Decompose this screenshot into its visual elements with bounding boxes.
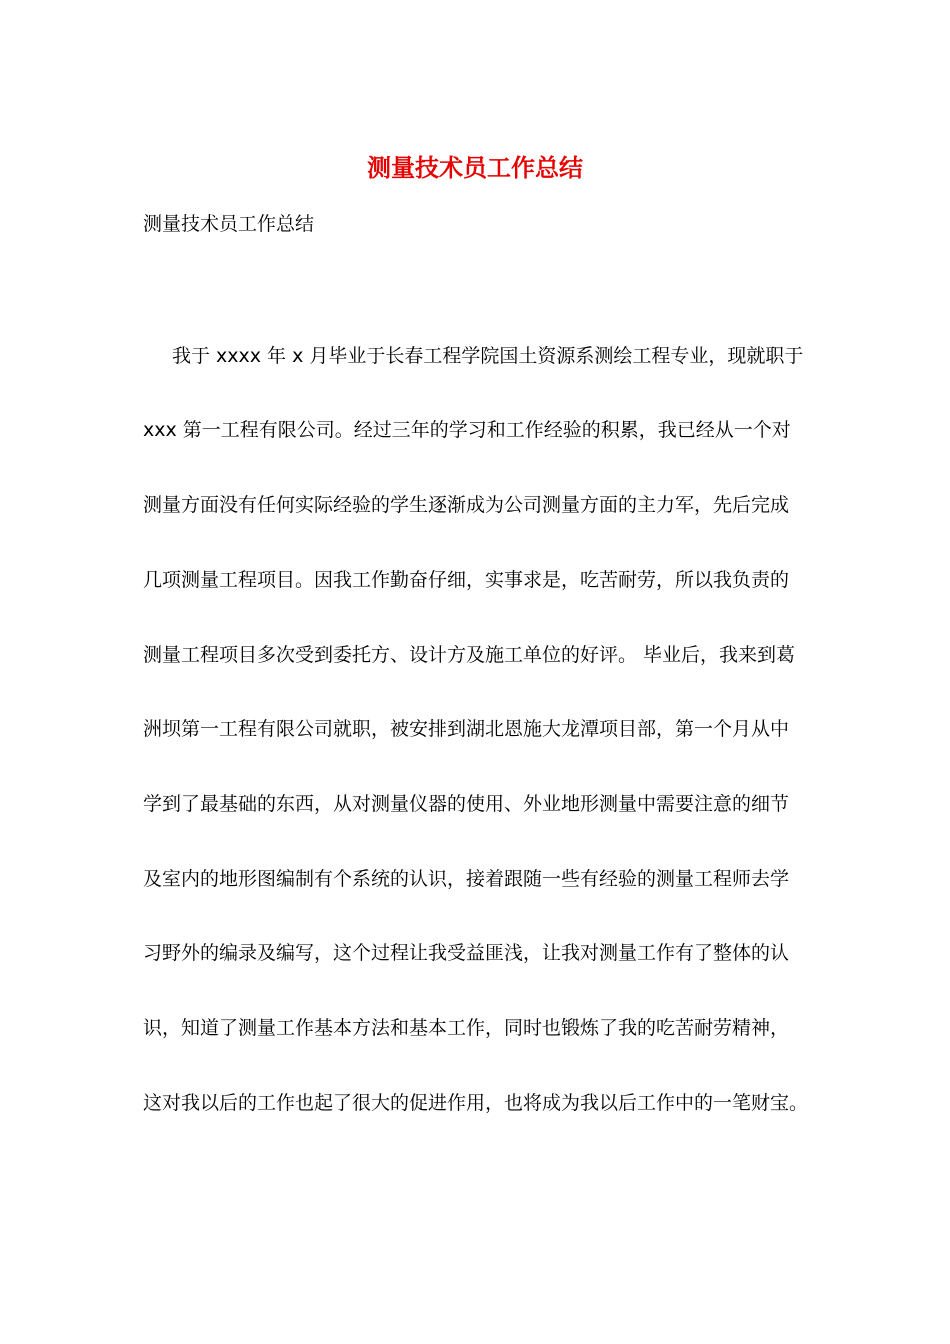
paragraph-line: 测量工程项目多次受到委托方、设计方及施工单位的好评。 毕业后，我来到葛 — [143, 644, 796, 666]
paragraph-line: 这对我以后的工作也起了很大的促进作用，也将成为我以后工作中的一笔财宝。 — [143, 1092, 809, 1114]
paragraph-line: 习野外的编录及编写，这个过程让我受益匪浅，让我对测量工作有了整体的认 — [143, 942, 790, 964]
document-title: 测量技术员工作总结 — [367, 154, 583, 182]
paragraph-line: 及室内的地形图编制有个系统的认识，接着跟随一些有经验的测量工程师去学 — [143, 868, 790, 890]
paragraph-line: 我于 xxxx 年 x 月毕业于长春工程学院国土资源系测绘工程专业，现就职于 — [172, 345, 804, 367]
paragraph-line: 识，知道了测量工作基本方法和基本工作，同时也锻炼了我的吃苦耐劳精神， — [143, 1017, 790, 1039]
paragraph-line: 几项测量工程项目。因我工作勤奋仔细，实事求是，吃苦耐劳，所以我负责的 — [143, 569, 790, 591]
document-subtitle: 测量技术员工作总结 — [143, 213, 315, 235]
paragraph-line: xxx 第一工程有限公司。经过三年的学习和工作经验的积累，我已经从一个对 — [143, 419, 791, 441]
paragraph-line: 洲坝第一工程有限公司就职，被安排到湖北恩施大龙潭项目部，第一个月从中 — [143, 718, 790, 740]
paragraph-line: 学到了最基础的东西，从对测量仪器的使用、外业地形测量中需要注意的细节 — [143, 793, 790, 815]
paragraph-line: 测量方面没有任何实际经验的学生逐渐成为公司测量方面的主力军，先后完成 — [143, 494, 790, 516]
